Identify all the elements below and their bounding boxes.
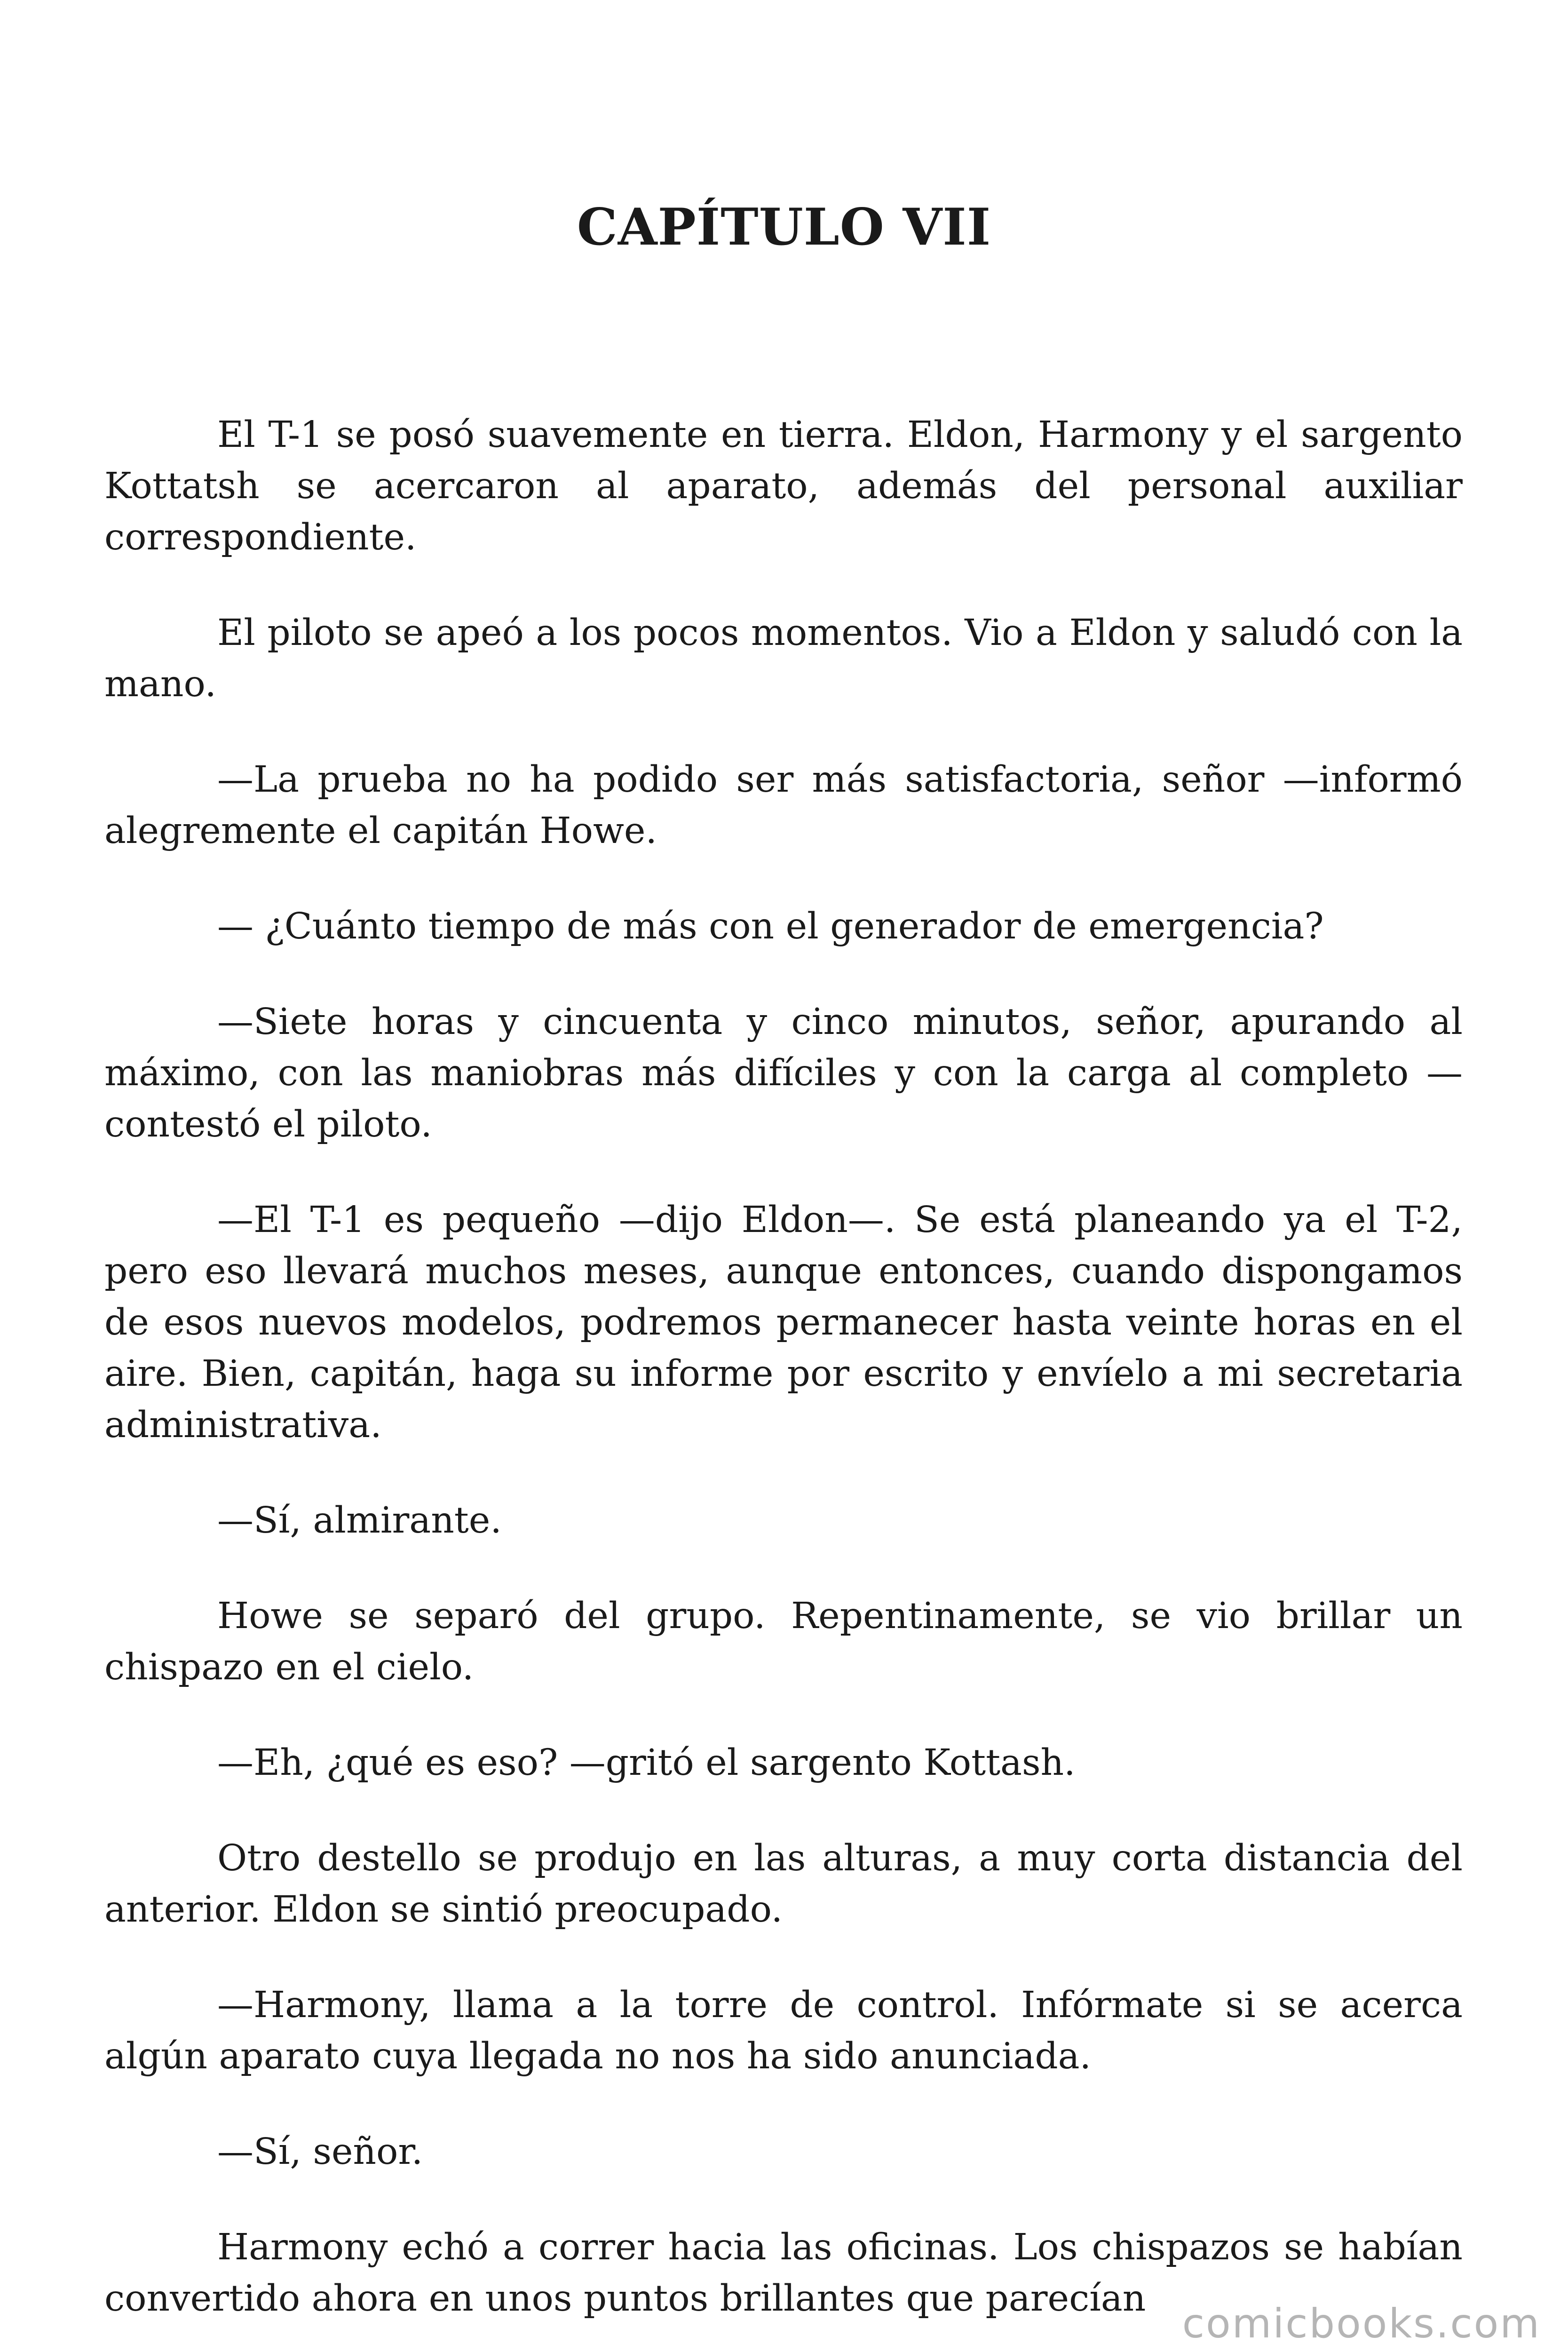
paragraph: —Sí, señor. <box>217 2131 423 2173</box>
paragraph: —La prueba no ha podido ser más satisfactoria, señor —informó alegremente el capitán Howe. <box>104 759 1463 852</box>
paragraph: El piloto se apeó a los pocos momentos. Vio a Eldon y saludó con la mano. <box>104 612 1463 705</box>
paragraph: —Sí, almirante. <box>217 1500 502 1542</box>
body-text <box>104 409 1463 2324</box>
chapter-title: CAPÍTULO VII <box>577 198 991 257</box>
paragraph: Harmony echó a correr hacia las oficinas. Los chispazos se habían convertido ahora en unos puntos brillantes que parecían <box>104 2226 1463 2320</box>
paragraph: Otro destello se produjo en las alturas, a muy corta distancia del anterior. Eldon se sintió preocupado. <box>104 1837 1463 1931</box>
paragraph: —El T-1 es pequeño —dijo Eldon—. Se está planeando ya el T-2, pero eso llevará muchos meses, aunque entonces, cuando dispongamos de esos nuevos modelos, podremos permanecer hasta veinte horas en el aire. Bien, capitán, haga su informe por escrito y envíelo a mi secretaria administrativa. <box>104 1199 1463 1446</box>
paragraph: —Harmony, llama a la torre de control. Infórmate si se acerca algún aparato cuya llegada no nos ha sido anunciada. <box>104 1984 1463 2077</box>
paragraph: —Eh, ¿qué es eso? —gritó el sargento Kottash. <box>217 1742 1076 1784</box>
paragraph: El T-1 se posó suavemente en tierra. Eldon, Harmony y el sargento Kottatsh se acercaron al aparato, además del personal auxiliar correspondiente. <box>104 414 1463 558</box>
watermark: comicbooks.com <box>1182 2300 1541 2347</box>
paragraph: — ¿Cuánto tiempo de más con el generador de emergencia? <box>217 906 1324 947</box>
paragraph: Howe se separó del grupo. Repentinamente, se vio brillar un chispazo en el cielo. <box>104 1595 1463 1688</box>
paragraph: —Siete horas y cincuenta y cinco minutos, señor, apurando al máximo, con las maniobras más difíciles y con la carga al completo — contestó el piloto. <box>104 1001 1463 1145</box>
